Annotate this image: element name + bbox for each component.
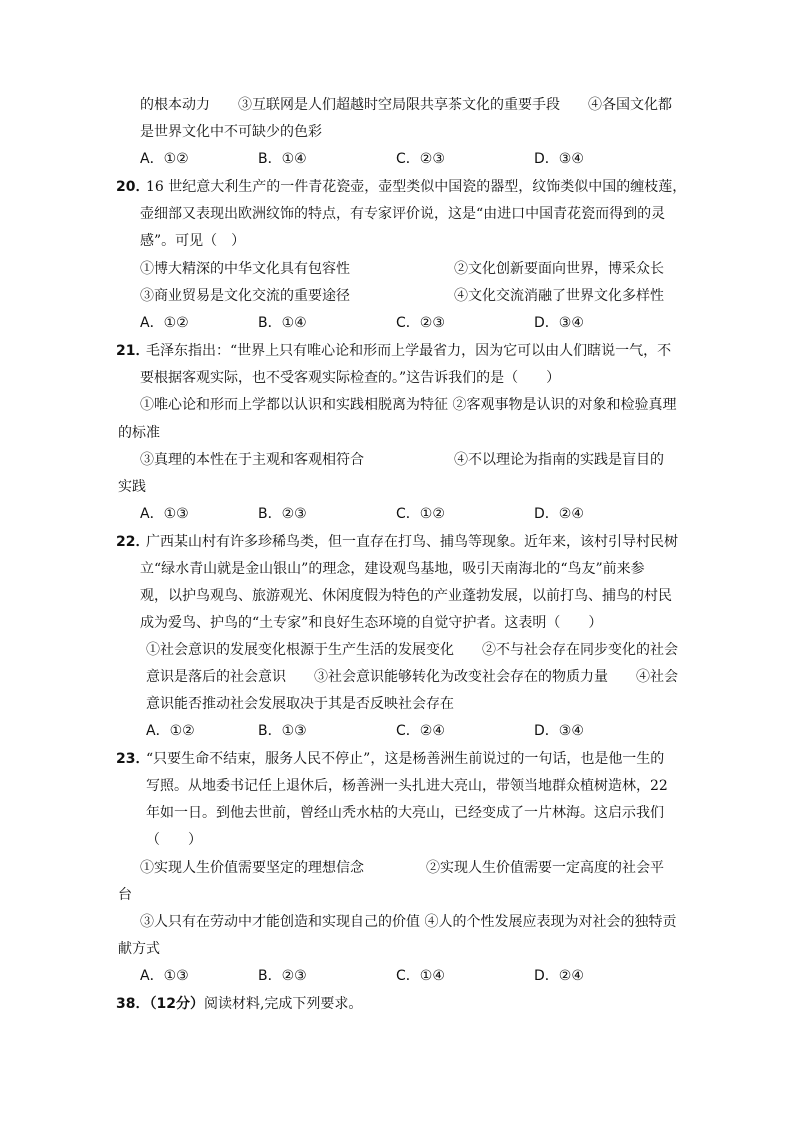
q21-stem-line-2: 要根据客观实际，也不受客观实际检查的。”这告诉我们的是（ ） [140, 370, 561, 386]
q23-stem-line-4: （ ） [146, 832, 202, 848]
q22-stem-line-3: 观，以护鸟观鸟、旅游观光、休闲度假为特色的产业蓬勃发展，以前打鸟、捕鸟的村民 [140, 588, 672, 604]
q20-option-c: C．②③ [396, 315, 445, 331]
q23-statement-1: ①实现人生价值需要坚定的理想信念 [140, 860, 364, 876]
q22-number: 22． [116, 534, 150, 550]
q21-option-d: D．②④ [534, 506, 584, 522]
q22-option-d: D．③④ [534, 723, 584, 739]
q19-option-c: C．②③ [396, 151, 445, 167]
q20-option-a: A．①② [140, 315, 189, 331]
q22-option-b: B．①③ [258, 723, 307, 739]
q22-option-c: C．②④ [396, 723, 445, 739]
q21-number: 21． [116, 343, 150, 359]
q21-statement-2-cont: 的标准 [118, 425, 160, 441]
q23-option-a: A．①③ [140, 968, 189, 984]
q23-stem-line-1: “只要生命不结束，服务人民不停止”，这是杨善洲生前说过的一句话，也是他一生的 [146, 751, 665, 767]
q23-statement-4-cont: 献方式 [118, 941, 160, 957]
q23-statement-2-cont: 台 [118, 887, 132, 903]
q20-option-b: B．①④ [258, 315, 307, 331]
q20-statement-4: ④文化交流消融了世界文化多样性 [454, 288, 664, 304]
q23-option-c: C．①④ [396, 968, 445, 984]
q21-statement-1-2: ①唯心论和形而上学都以认识和实践相脱离为特征 ②客观事物是认识的对象和检验真理 [140, 397, 677, 413]
q20-statement-2: ②文化创新要面向世界，博采众长 [454, 261, 664, 277]
q22-stem-line-2: 立“绿水青山就是金山银山”的理念，建设观鸟基地，吸引天南海北的“鸟友”前来参 [140, 561, 645, 577]
q23-option-d: D．②④ [534, 968, 584, 984]
q19-option-b: B．①④ [258, 151, 307, 167]
q23-stem-line-3: 年如一日。到他去世前，曾经山秃水枯的大亮山，已经变成了一片林海。这启示我们 [146, 805, 664, 821]
q22-stem-line-4: 成为爱鸟、护鸟的“土专家”和良好生态环境的自觉守护者。这表明（ ） [140, 615, 603, 631]
q21-statement-4: ④不以理论为指南的实践是盲目的 [454, 452, 664, 468]
q19-option-d: D．③④ [534, 151, 584, 167]
q22-statement-line-2: 意识是落后的社会意识 ③社会意识能够转化为改变社会存在的物质力量 ④社会 [146, 669, 678, 685]
q23-statement-3-4: ③人只有在劳动中才能创造和实现自己的价值 ④人的个性发展应表现为对社会的独特贡 [140, 914, 677, 930]
q21-statement-4-cont: 实践 [118, 479, 146, 495]
q38-heading [116, 994, 362, 1014]
q20-option-d: D．③④ [534, 315, 584, 331]
q23-number: 23． [116, 751, 150, 767]
q22-stem-line-1: 广西某山村有许多珍稀鸟类，但一直存在打鸟、捕鸟等现象。近年来，该村引导村民树 [146, 534, 678, 550]
q38-number: 38． [116, 996, 150, 1012]
q20-statement-3: ③商业贸易是文化交流的重要途径 [140, 288, 350, 304]
q22-statement-line-1: ①社会意识的发展变化根源于生产生活的发展变化 ②不与社会存在同步变化的社会 [146, 642, 678, 658]
q23-option-b: B．②③ [258, 968, 307, 984]
q20-stem-line-3: 感”。可见（ ） [140, 233, 246, 249]
q21-option-b: B．②③ [258, 506, 307, 522]
q21-option-a: A．①③ [140, 506, 189, 522]
q20-stem-line-1: 16 世纪意大利生产的一件青花瓷壶，壶型类似中国瓷的器型，纹饰类似中国的缠枝莲， [146, 179, 687, 195]
q20-stem-line-2: 壶细部又表现出欧洲纹饰的特点，有专家评价说，这是“由进口中国青花瓷而得到的灵 [140, 206, 666, 222]
q20-statement-1: ①博大精深的中华文化具有包容性 [140, 261, 350, 277]
q20-number: 20． [116, 179, 150, 195]
q22-option-a: A．①② [146, 723, 195, 739]
q38-points: （12分） [149, 996, 204, 1012]
q23-stem-line-2: 写照。从地委书记任上退休后，杨善洲一头扎进大亮山，带领当地群众植树造林，22 [146, 778, 668, 794]
q22-statement-line-3: 意识能否推动社会发展取决于其是否反映社会存在 [146, 696, 454, 712]
q19-tail-line-1: 的根本动力 ③互联网是人们超越时空局限共享茶文化的重要手段 ④各国文化都 [140, 97, 672, 113]
q21-option-c: C．①② [396, 506, 445, 522]
q21-stem-line-1: 毛泽东指出：“世界上只有唯心论和形而上学最省力，因为它可以由人们瞎说一气，不 [146, 343, 672, 359]
q21-statement-3: ③真理的本性在于主观和客观相符合 [140, 452, 364, 468]
q23-statement-2: ②实现人生价值需要一定高度的社会平 [426, 860, 664, 876]
q38-instruction: 阅读材料,完成下列要求。 [203, 996, 363, 1012]
q19-tail-line-2: 是世界文化中不可缺少的色彩 [140, 124, 322, 140]
q19-option-a: A．①② [140, 151, 189, 167]
